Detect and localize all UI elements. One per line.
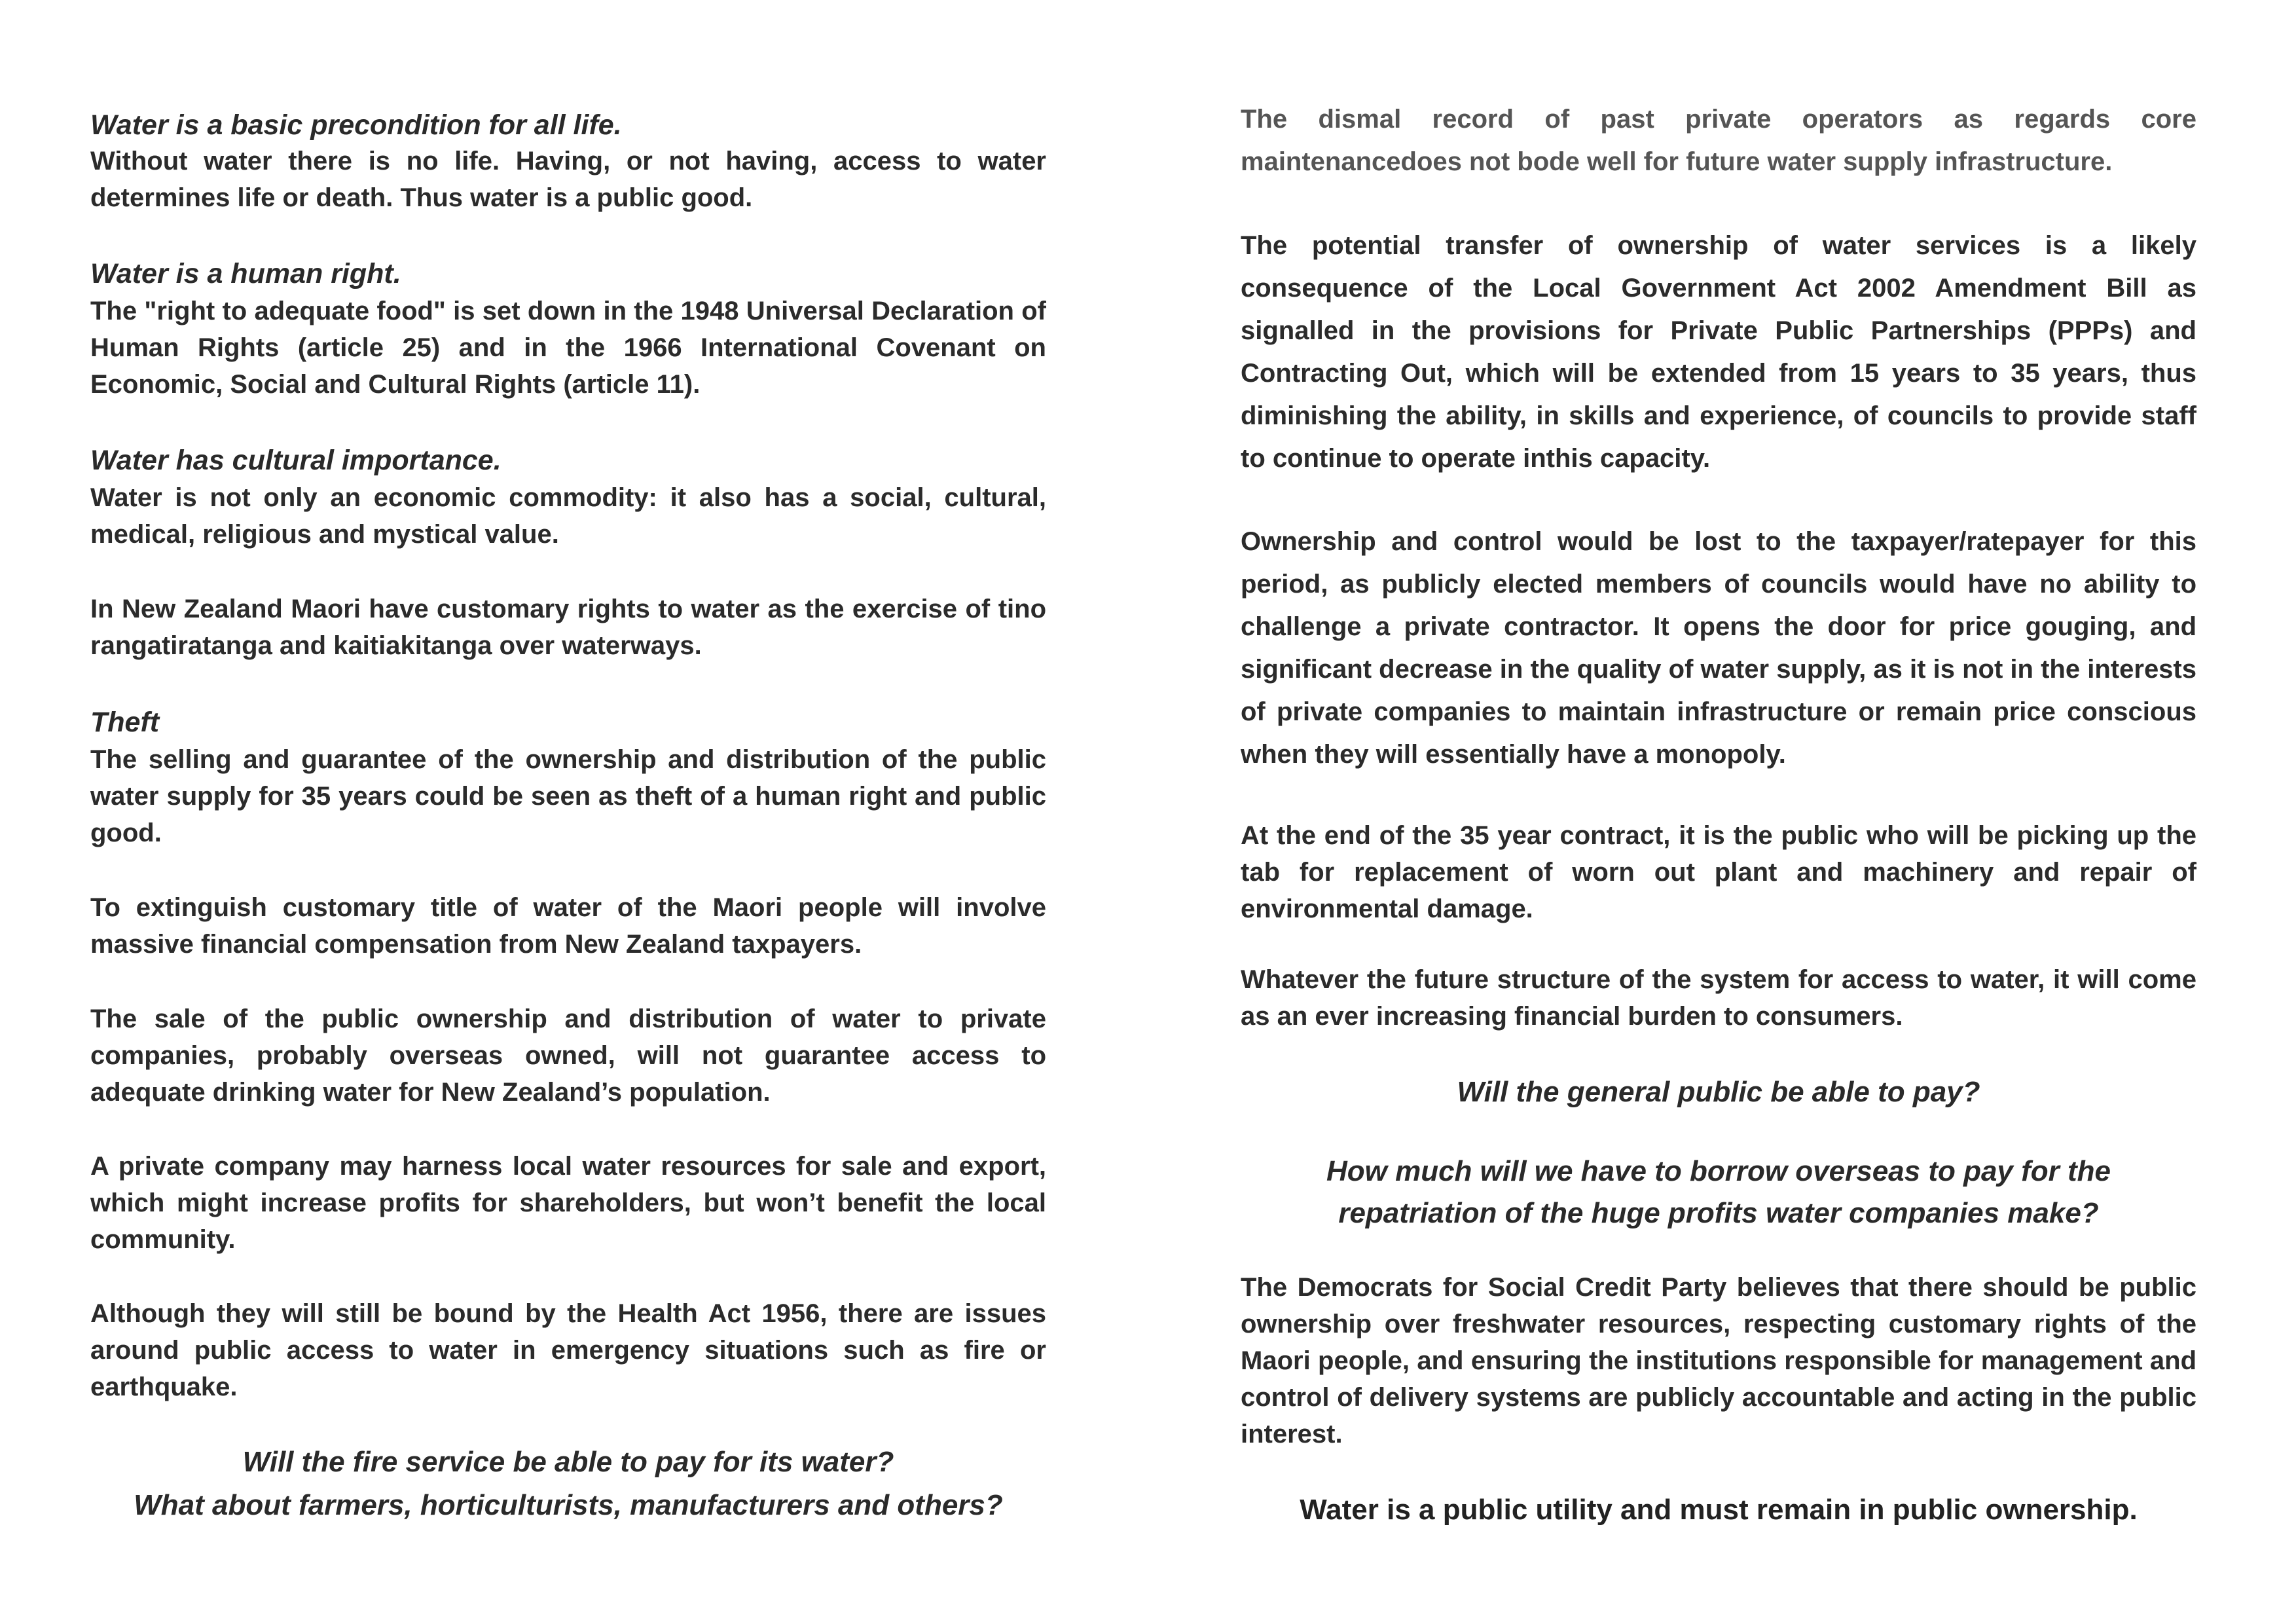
paragraph-democrats-social-credit: The Democrats for Social Credit Party believes that there should be public ownership over freshwater resources, respecting customary rights of the Maori people, and ensuring the institutions responsible for management and control of delivery systems are publicly accountable and acting in the public interest.: [1241, 1273, 2196, 1449]
paragraph-basic-precondition: Without water there is no life. Having, or not having, access to water determines life or death. Thus water is a public good.: [90, 147, 1046, 212]
heading-basic-precondition: Water is a basic precondition for all life.: [90, 109, 622, 141]
heading-cultural-importance: Water has cultural importance.: [90, 445, 501, 476]
paragraph-transfer-ownership: The potential transfer of ownership of water services is a likely consequence of the Local Government Act 2002 Amendment Bill as signalled in the provisions for Private Public Partnerships (PPPs) and Contracting Out, which will be extended from 15 years to 35 years, thus diminishing the ability, in skills and experience, of councils to provide staff to continue to operate inthis capacity.: [1241, 231, 2196, 473]
question-borrow-overseas-line1: How much will we have to borrow overseas to pay for the: [1326, 1155, 2111, 1187]
paragraph-maori-rights: In New Zealand Maori have customary rights to water as the exercise of tino rangatiratanga and kaitiakitanga over waterways.: [90, 595, 1046, 660]
heading-theft: Theft: [90, 707, 160, 738]
paragraph-ownership-control: Ownership and control would be lost to the taxpayer/ratepayer for this period, as publicly elected members of councils would have no ability to challenge a private contractor. It opens the door for price gouging, and significant decrease in the quality of water supply, as it is not in the interests of private companies to maintain infrastructure or remain price conscious when they will essentially have a monopoly.: [1241, 527, 2196, 769]
closing-statement: Water is a public utility and must remain in public ownership.: [1300, 1494, 2138, 1526]
paragraph-cultural-value: Water is not only an economic commodity: it also has a social, cultural, medical, religious and mystical value.: [90, 483, 1046, 549]
paragraph-private-company: A private company may harness local water resources for sale and export, which might increase profits for shareholders, but won’t benefit the local community.: [90, 1152, 1046, 1254]
paragraph-health-act: Although they will still be bound by the Health Act 1956, there are issues around public access to water in emergency situations such as fire or earthquake.: [90, 1299, 1046, 1401]
paragraph-theft-public-good: The selling and guarantee of the ownership and distribution of the public water supply for 35 years could be seen as theft of a human right and public good.: [90, 745, 1046, 847]
paragraph-customary-title: To extinguish customary title of water of the Maori people will involve massive financial compensation from New Zealand taxpayers.: [90, 893, 1046, 959]
paragraph-human-right: The "right to adequate food" is set down in the 1948 Universal Declaration of Human Rights (article 25) and in the 1966 International Covenant on Economic, Social and Cultural Rights (article 11).: [90, 297, 1046, 399]
question-fire-service: Will the fire service be able to pay for its water?: [242, 1446, 894, 1478]
paragraph-sale-public-ownership: The sale of the public ownership and distribution of water to private companies, probably overseas owned, will not guarantee access to adequate drinking water for New Zealand’s population.: [90, 1005, 1046, 1107]
paragraph-contract-end: At the end of the 35 year contract, it is the public who will be picking up the tab for replacement of worn out plant and machinery and repair of environmental damage.: [1241, 821, 2196, 923]
heading-human-right: Water is a human right.: [90, 258, 401, 289]
paragraph-dismal-record: The dismal record of past private operators as regards core maintenancedoes not bode well for future water supply infrastructure.: [1241, 105, 2196, 176]
question-borrow-overseas-line2: repatriation of the huge profits water companies make?: [1338, 1197, 2099, 1229]
paragraph-future-structure: Whatever the future structure of the system for access to water, it will come as an ever increasing financial burden to consumers.: [1241, 965, 2196, 1031]
question-general-public-pay: Will the general public be able to pay?: [1457, 1076, 1980, 1108]
question-farmers: What about farmers, horticulturists, manufacturers and others?: [134, 1489, 1003, 1521]
